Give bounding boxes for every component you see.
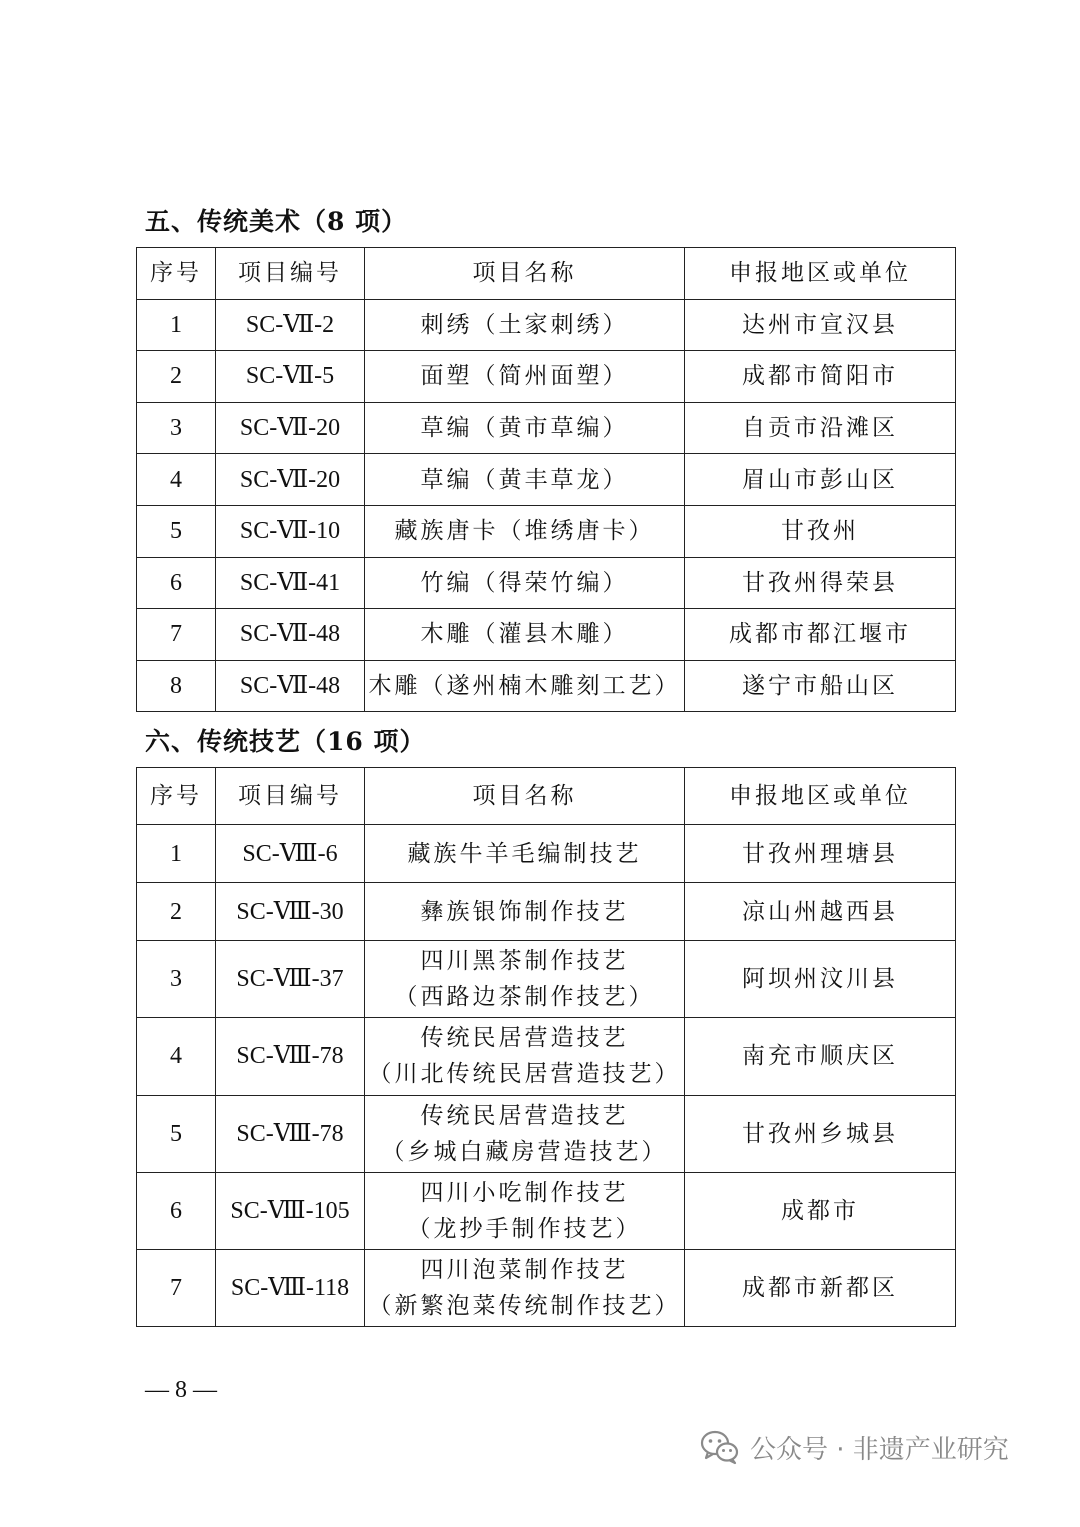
header-seq: 序号 — [137, 768, 216, 825]
watermark — [700, 1425, 1009, 1469]
cell-name-line: 四川泡菜制作技艺 — [420, 1257, 629, 1284]
cell-name-line: 彝族银饰制作技艺 — [420, 898, 629, 925]
cell-name — [365, 557, 685, 609]
cell-code: SC-Ⅷ-78 — [216, 1018, 365, 1095]
header-code: 项目编号 — [216, 768, 365, 825]
cell-code: SC-Ⅶ-20 — [216, 402, 365, 454]
cell-name-line: 草编（黄市草编） — [420, 415, 629, 442]
cell-region: 达州市宣汉县 — [685, 299, 956, 351]
cell-name — [365, 1018, 685, 1095]
cell-name — [365, 299, 685, 351]
table-row — [137, 883, 956, 941]
table-header-row — [137, 768, 956, 825]
cell-code: SC-Ⅶ-41 — [216, 557, 365, 609]
cell-region: 甘孜州乡城县 — [685, 1095, 956, 1172]
cell-seq: 6 — [137, 1172, 216, 1249]
cell-code: SC-Ⅶ-20 — [216, 454, 365, 506]
cell-seq: 8 — [137, 660, 216, 712]
cell-region: 甘孜州得荣县 — [685, 557, 956, 609]
cell-name — [365, 825, 685, 883]
cell-region: 成都市简阳市 — [685, 351, 956, 403]
cell-code: SC-Ⅷ-30 — [216, 883, 365, 941]
cell-name — [365, 883, 685, 941]
cell-name-line: 传统民居营造技艺 — [420, 1025, 629, 1052]
cell-name-line: 四川黑茶制作技艺 — [420, 948, 629, 975]
table-row — [137, 1095, 956, 1172]
cell-code: SC-Ⅶ-48 — [216, 660, 365, 712]
cell-code: SC-Ⅷ-105 — [216, 1172, 365, 1249]
table-row — [137, 1250, 956, 1327]
section-title-traditional-craft: 六、传统技艺（16 项） — [145, 727, 426, 756]
cell-name-line: 传统民居营造技艺 — [420, 1102, 629, 1129]
cell-region: 遂宁市船山区 — [685, 660, 956, 712]
traditional-art-table — [136, 247, 956, 712]
page-number: — 8 — — [145, 1377, 217, 1403]
cell-seq: 4 — [137, 454, 216, 506]
header-seq: 序号 — [137, 248, 216, 300]
header-name: 项目名称 — [365, 768, 685, 825]
table-header-row — [137, 248, 956, 300]
cell-code: SC-Ⅶ-10 — [216, 505, 365, 557]
cell-region: 自贡市沿滩区 — [685, 402, 956, 454]
cell-seq: 5 — [137, 1095, 216, 1172]
cell-seq: 7 — [137, 1250, 216, 1327]
cell-seq: 7 — [137, 609, 216, 661]
cell-name — [365, 941, 685, 1018]
section-title-traditional-art: 五、传统美术（8 项） — [145, 207, 408, 236]
cell-name-line: （川北传统民居营造技艺） — [368, 1061, 681, 1088]
cell-name-line: 刺绣（土家刺绣） — [420, 311, 629, 338]
cell-name — [365, 1172, 685, 1249]
table-row — [137, 454, 956, 506]
cell-seq: 2 — [137, 883, 216, 941]
cell-name — [365, 351, 685, 403]
cell-region: 凉山州越西县 — [685, 883, 956, 941]
cell-name-line: 面塑（简州面塑） — [420, 363, 629, 390]
table-row — [137, 299, 956, 351]
cell-name — [365, 609, 685, 661]
table-row — [137, 660, 956, 712]
cell-region: 眉山市彭山区 — [685, 454, 956, 506]
cell-name-line: （龙抄手制作技艺） — [407, 1216, 642, 1243]
cell-code: SC-Ⅷ-6 — [216, 825, 365, 883]
table-row — [137, 941, 956, 1018]
cell-name-line: 四川小吃制作技艺 — [420, 1180, 629, 1207]
cell-code: SC-Ⅷ-78 — [216, 1095, 365, 1172]
cell-code: SC-Ⅷ-118 — [216, 1250, 365, 1327]
cell-name-line: 竹编（得荣竹编） — [420, 569, 629, 596]
cell-region: 成都市都江堰市 — [685, 609, 956, 661]
cell-code: SC-Ⅷ-37 — [216, 941, 365, 1018]
cell-code: SC-Ⅶ-5 — [216, 351, 365, 403]
cell-name — [365, 660, 685, 712]
table-row — [137, 557, 956, 609]
cell-name-line: 木雕（遂州楠木雕刻工艺） — [368, 673, 681, 700]
cell-name-line: （新繁泡菜传统制作技艺） — [368, 1293, 681, 1320]
header-region: 申报地区或单位 — [685, 248, 956, 300]
table-row — [137, 1018, 956, 1095]
traditional-craft-table — [136, 767, 956, 1327]
cell-name — [365, 402, 685, 454]
cell-name — [365, 1250, 685, 1327]
cell-region: 成都市新都区 — [685, 1250, 956, 1327]
cell-name — [365, 1095, 685, 1172]
watermark-text: 公众号 · 非遗产业研究 — [750, 1434, 1009, 1465]
cell-code: SC-Ⅶ-2 — [216, 299, 365, 351]
cell-seq: 2 — [137, 351, 216, 403]
cell-seq: 1 — [137, 299, 216, 351]
cell-region: 南充市顺庆区 — [685, 1018, 956, 1095]
cell-name — [365, 505, 685, 557]
header-name: 项目名称 — [365, 248, 685, 300]
table-row — [137, 351, 956, 403]
header-code: 项目编号 — [216, 248, 365, 300]
table-row — [137, 1172, 956, 1249]
cell-region: 甘孜州理塘县 — [685, 825, 956, 883]
table-row — [137, 505, 956, 557]
cell-code: SC-Ⅶ-48 — [216, 609, 365, 661]
table-row — [137, 609, 956, 661]
cell-seq: 5 — [137, 505, 216, 557]
cell-name — [365, 454, 685, 506]
cell-region: 阿坝州汶川县 — [685, 941, 956, 1018]
wechat-icon — [700, 1429, 740, 1465]
cell-name-line: 木雕（灌县木雕） — [420, 621, 629, 648]
cell-region: 甘孜州 — [685, 505, 956, 557]
cell-name-line: 藏族牛羊毛编制技艺 — [407, 840, 642, 867]
cell-region: 成都市 — [685, 1172, 956, 1249]
table-row — [137, 402, 956, 454]
table-row — [137, 825, 956, 883]
cell-name-line: 草编（黄丰草龙） — [420, 466, 629, 493]
cell-name-line: （乡城白藏房营造技艺） — [381, 1138, 668, 1165]
header-region: 申报地区或单位 — [685, 768, 956, 825]
cell-name-line: （西路边茶制作技艺） — [394, 984, 655, 1011]
cell-seq: 4 — [137, 1018, 216, 1095]
cell-seq: 3 — [137, 941, 216, 1018]
cell-seq: 1 — [137, 825, 216, 883]
cell-seq: 6 — [137, 557, 216, 609]
cell-seq: 3 — [137, 402, 216, 454]
cell-name-line: 藏族唐卡（堆绣唐卡） — [394, 518, 655, 545]
